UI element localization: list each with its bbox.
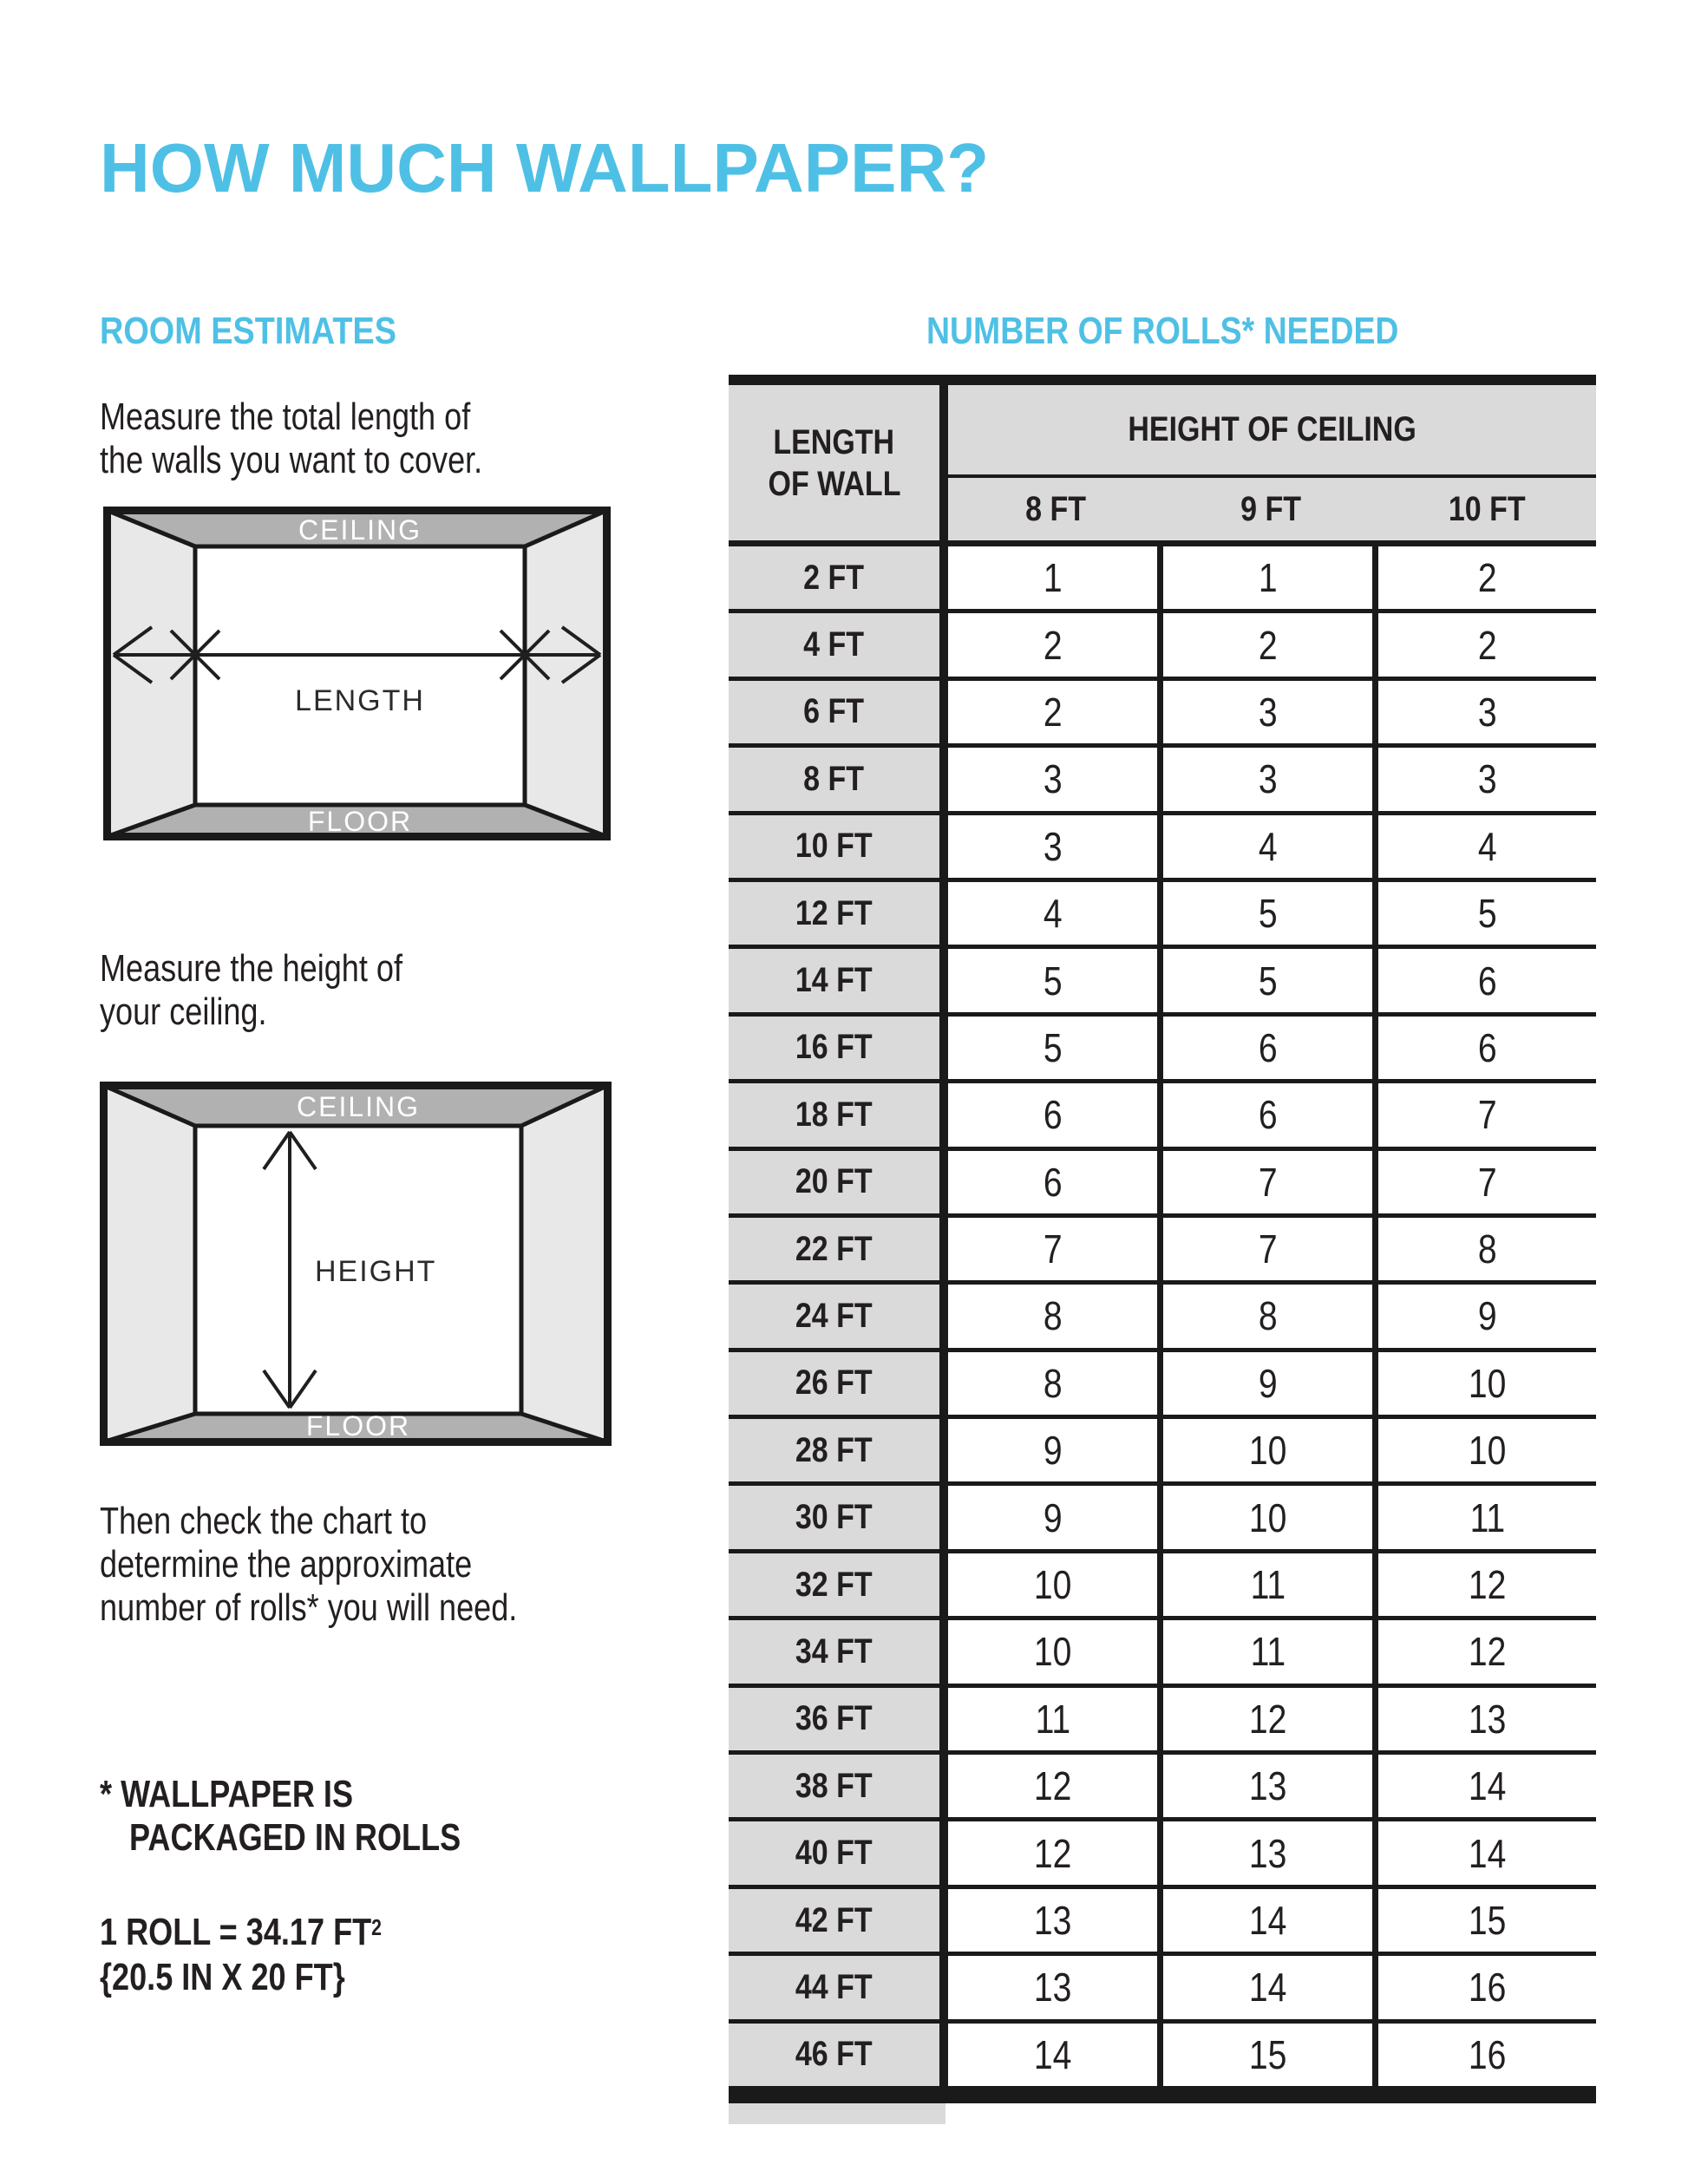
- roll-count-cell: [1163, 1755, 1378, 1817]
- row-label-text: 6 FT: [803, 692, 865, 731]
- roll-count-cell: [948, 1956, 1163, 2018]
- roll-count-value: 3: [1477, 756, 1497, 802]
- roll-count-cell: [1163, 1352, 1378, 1415]
- roll-count-value: 12: [1468, 1629, 1507, 1675]
- row-label-text: 38 FT: [795, 1766, 873, 1805]
- row-label-text: 10 FT: [795, 827, 873, 866]
- row-label: [729, 748, 948, 810]
- roll-count-cell: [1378, 2024, 1596, 2086]
- roll-count-cell: [1378, 1151, 1596, 1213]
- roll-count-value: 11: [1250, 1562, 1286, 1608]
- row-label-text: 14 FT: [795, 961, 873, 1000]
- roll-count-value: 3: [1258, 689, 1278, 735]
- roll-count-cell: [948, 1755, 1163, 1817]
- row-label-text: 24 FT: [795, 1296, 873, 1335]
- roll-count-value: 14: [1248, 1965, 1287, 2011]
- roll-count-cell: [1163, 1956, 1378, 2018]
- roll-count-cell: [1163, 1889, 1378, 1952]
- roll-count-value: 5: [1043, 1024, 1063, 1070]
- column-header-10ft: [1378, 478, 1596, 540]
- table-row: [729, 1821, 1596, 1888]
- roll-count-cell: [948, 681, 1163, 743]
- roll-count-cell: [948, 1821, 1163, 1884]
- row-label: [729, 882, 948, 945]
- row-label-text: 22 FT: [795, 1229, 873, 1268]
- roll-count-cell: [1378, 1956, 1596, 2018]
- right-wall: [525, 511, 607, 837]
- instruction-line: Then check the chart to: [100, 1500, 428, 1542]
- roll-count-value: 12: [1033, 1763, 1072, 1809]
- row-label-text: 30 FT: [795, 1498, 873, 1537]
- row-label-text: 34 FT: [795, 1631, 873, 1671]
- footnote-line: * WALLPAPER IS: [100, 1773, 354, 1815]
- back-wall: [195, 546, 525, 805]
- instruction-measure-length: [100, 396, 566, 482]
- roll-count-cell: [1378, 1352, 1596, 1415]
- section-heading-room-estimates: ROOM ESTIMATES: [100, 310, 396, 352]
- row-label: [729, 1285, 948, 1347]
- roll-count-value: 11: [1469, 1494, 1505, 1540]
- row-label: [729, 1889, 948, 1952]
- roll-count-cell: [1163, 1688, 1378, 1750]
- roll-count-cell: [1163, 815, 1378, 878]
- column-header-text: 8 FT: [1025, 489, 1086, 528]
- roll-count-value: 14: [1248, 1898, 1287, 1943]
- roll-count-cell: [1163, 2024, 1378, 2086]
- roll-count-cell: [948, 1083, 1163, 1146]
- roll-count-value: 14: [1468, 1763, 1507, 1809]
- row-label: [729, 1352, 948, 1415]
- table-footer-stub: [729, 2103, 945, 2124]
- row-label: [729, 1620, 948, 1683]
- header-line: OF WALL: [768, 464, 900, 503]
- roll-count-cell: [1378, 1017, 1596, 1079]
- length-of-wall-header: [729, 385, 948, 540]
- roll-count-value: 10: [1468, 1428, 1507, 1474]
- roll-count-value: 11: [1250, 1629, 1286, 1675]
- roll-count-cell: [948, 1218, 1163, 1280]
- roll-size-line: [100, 1910, 382, 1955]
- roll-count-value: 13: [1248, 1830, 1287, 1876]
- roll-count-value: 6: [1477, 958, 1497, 1004]
- roll-count-cell: [948, 613, 1163, 676]
- roll-count-value: 5: [1258, 958, 1278, 1004]
- row-label: [729, 546, 948, 609]
- table-row: [729, 748, 1596, 814]
- roll-count-cell: [1163, 1553, 1378, 1616]
- floor-label: FLOOR: [305, 1410, 411, 1442]
- row-label-text: 20 FT: [795, 1162, 873, 1201]
- ceiling-label: CEILING: [298, 514, 422, 546]
- row-label-text: 40 FT: [795, 1834, 873, 1873]
- roll-count-cell: [1378, 546, 1596, 609]
- table-row: [729, 1151, 1596, 1218]
- roll-count-cell: [948, 2024, 1163, 2086]
- roll-count-cell: [1163, 748, 1378, 810]
- height-label: HEIGHT: [315, 1255, 437, 1288]
- row-label-text: 18 FT: [795, 1095, 873, 1134]
- table-row: [729, 546, 1596, 613]
- roll-count-cell: [1378, 748, 1596, 810]
- instruction-check-chart: [100, 1500, 609, 1630]
- roll-count-cell: [948, 1285, 1163, 1347]
- table-row: [729, 613, 1596, 680]
- row-label: [729, 2024, 948, 2086]
- roll-count-cell: [948, 1017, 1163, 1079]
- row-label: [729, 613, 948, 676]
- roll-count-cell: [1163, 882, 1378, 945]
- roll-count-value: 6: [1043, 1159, 1063, 1205]
- row-label-text: 2 FT: [803, 558, 865, 597]
- roll-count-value: 10: [1033, 1562, 1072, 1608]
- roll-count-value: 4: [1258, 823, 1278, 869]
- roll-count-value: 12: [1248, 1696, 1287, 1742]
- table-row: [729, 1486, 1596, 1553]
- row-label-text: 36 FT: [795, 1699, 873, 1738]
- header-text: HEIGHT OF CEILING: [1128, 410, 1416, 448]
- roll-count-value: 12: [1033, 1830, 1072, 1876]
- row-label: [729, 1821, 948, 1884]
- roll-count-value: 2: [1477, 555, 1497, 601]
- row-label-text: 32 FT: [795, 1565, 873, 1604]
- roll-count-value: 8: [1477, 1226, 1497, 1272]
- table-row: [729, 1688, 1596, 1755]
- roll-count-value: 11: [1035, 1696, 1070, 1742]
- row-label-text: 16 FT: [795, 1028, 873, 1067]
- table-row: [729, 949, 1596, 1016]
- roll-count-cell: [1378, 815, 1596, 878]
- right-wall: [521, 1086, 608, 1442]
- row-label: [729, 1956, 948, 2018]
- row-label: [729, 1218, 948, 1280]
- instruction-line: the walls you want to cover.: [100, 439, 483, 481]
- roll-count-value: 2: [1043, 622, 1063, 668]
- table-row: [729, 1218, 1596, 1285]
- table-row: [729, 1419, 1596, 1486]
- row-label: [729, 1755, 948, 1817]
- roll-count-value: 7: [1258, 1226, 1278, 1272]
- roll-count-value: 6: [1477, 1024, 1497, 1070]
- roll-count-value: 6: [1043, 1092, 1063, 1138]
- roll-count-value: 9: [1477, 1293, 1497, 1339]
- roll-size-superscript: 2: [371, 1914, 383, 1940]
- roll-count-value: 2: [1258, 622, 1278, 668]
- roll-count-value: 10: [1248, 1494, 1287, 1540]
- column-header-8ft: [948, 478, 1163, 540]
- roll-count-value: 1: [1258, 555, 1278, 601]
- roll-count-value: 8: [1043, 1360, 1063, 1406]
- header-line: LENGTH: [773, 422, 895, 461]
- roll-count-value: 7: [1477, 1159, 1497, 1205]
- table-row: [729, 1553, 1596, 1620]
- row-label: [729, 1151, 948, 1213]
- row-label: [729, 1083, 948, 1146]
- roll-count-value: 15: [1248, 2031, 1287, 2077]
- footnote-line: PACKAGED IN ROLLS: [129, 1816, 461, 1859]
- roll-count-cell: [948, 1419, 1163, 1481]
- roll-count-value: 10: [1468, 1360, 1507, 1406]
- row-label: [729, 1419, 948, 1481]
- roll-count-value: 13: [1468, 1696, 1507, 1742]
- row-label: [729, 815, 948, 878]
- page-title: HOW MUCH WALLPAPER?: [100, 128, 990, 206]
- table-row: [729, 681, 1596, 748]
- roll-size-text: 1 ROLL = 34.17 FT: [100, 1911, 372, 1953]
- roll-size-info: [100, 1910, 443, 2000]
- roll-count-cell: [1163, 1017, 1378, 1079]
- roll-count-cell: [1378, 1285, 1596, 1347]
- roll-count-value: 2: [1477, 622, 1497, 668]
- roll-count-value: 3: [1043, 823, 1063, 869]
- table-top-border: [729, 375, 1596, 385]
- roll-count-value: 13: [1033, 1965, 1072, 2011]
- roll-count-value: 10: [1033, 1629, 1072, 1675]
- roll-count-value: 12: [1468, 1562, 1507, 1608]
- roll-count-cell: [1378, 949, 1596, 1011]
- roll-size-line: {20.5 IN X 20 FT}: [100, 1956, 345, 1998]
- roll-count-value: 4: [1477, 823, 1497, 869]
- table-bottom-border: [729, 2090, 1596, 2103]
- roll-count-value: 5: [1477, 891, 1497, 937]
- instruction-line: number of rolls* you will need.: [100, 1586, 518, 1629]
- roll-count-cell: [948, 1352, 1163, 1415]
- table-row: [729, 1017, 1596, 1083]
- roll-count-cell: [1378, 1083, 1596, 1146]
- roll-count-value: 6: [1258, 1024, 1278, 1070]
- roll-count-cell: [1163, 949, 1378, 1011]
- ceiling-label: CEILING: [296, 1091, 421, 1122]
- row-label-text: 26 FT: [795, 1363, 873, 1403]
- roll-count-cell: [1378, 681, 1596, 743]
- roll-count-cell: [948, 1486, 1163, 1548]
- roll-count-cell: [1378, 1688, 1596, 1750]
- roll-count-cell: [948, 546, 1163, 609]
- row-label-text: 28 FT: [795, 1430, 873, 1469]
- row-label-text: 42 FT: [795, 1900, 873, 1939]
- roll-count-value: 13: [1248, 1763, 1287, 1809]
- roll-count-cell: [1378, 882, 1596, 945]
- roll-count-cell: [1163, 1218, 1378, 1280]
- roll-count-cell: [1378, 1553, 1596, 1616]
- row-label: [729, 1017, 948, 1079]
- roll-count-value: 16: [1468, 1965, 1507, 2011]
- roll-count-cell: [1378, 613, 1596, 676]
- table-body: [729, 546, 1596, 2090]
- roll-count-cell: [1378, 1889, 1596, 1952]
- roll-count-value: 7: [1258, 1159, 1278, 1205]
- rolls-table: [729, 375, 1596, 2124]
- height-of-ceiling-header: [948, 385, 1596, 478]
- roll-count-cell: [948, 1553, 1163, 1616]
- left-wall: [108, 511, 196, 837]
- roll-count-cell: [1163, 1620, 1378, 1683]
- table-row: [729, 1956, 1596, 2023]
- roll-count-value: 15: [1468, 1898, 1507, 1943]
- roll-count-value: 1: [1043, 555, 1063, 601]
- roll-count-cell: [1378, 1755, 1596, 1817]
- instruction-line: Measure the height of: [100, 947, 402, 990]
- roll-count-value: 3: [1477, 689, 1497, 735]
- roll-count-cell: [948, 1151, 1163, 1213]
- roll-count-value: 3: [1258, 756, 1278, 802]
- roll-count-value: 2: [1043, 689, 1063, 735]
- roll-count-cell: [1163, 1486, 1378, 1548]
- instruction-measure-height: [100, 947, 469, 1034]
- roll-count-value: 8: [1258, 1293, 1278, 1339]
- roll-count-value: 14: [1033, 2031, 1072, 2077]
- roll-count-value: 3: [1043, 756, 1063, 802]
- roll-count-value: 8: [1043, 1293, 1063, 1339]
- roll-count-cell: [1378, 1419, 1596, 1481]
- roll-count-cell: [1163, 1419, 1378, 1481]
- roll-count-value: 9: [1258, 1360, 1278, 1406]
- rolls-needed-text: NUMBER OF ROLLS* NEEDED: [926, 310, 1399, 352]
- roll-count-cell: [1163, 546, 1378, 609]
- table-row: [729, 1285, 1596, 1351]
- roll-count-value: 9: [1043, 1428, 1063, 1474]
- table-row: [729, 1620, 1596, 1687]
- roll-count-cell: [1163, 1151, 1378, 1213]
- column-header-9ft: [1163, 478, 1378, 540]
- ceiling-height-columns: [948, 478, 1596, 540]
- table-row: [729, 882, 1596, 949]
- table-row: [729, 1755, 1596, 1821]
- room-length-diagram: [103, 507, 611, 840]
- length-label: LENGTH: [295, 684, 425, 717]
- roll-count-cell: [948, 949, 1163, 1011]
- floor-label: FLOOR: [307, 806, 413, 837]
- roll-count-value: 5: [1043, 958, 1063, 1004]
- roll-count-cell: [948, 882, 1163, 945]
- column-header-text: 10 FT: [1449, 489, 1526, 528]
- row-label-text: 12 FT: [795, 893, 873, 932]
- roll-count-value: 5: [1258, 891, 1278, 937]
- roll-count-value: 6: [1258, 1092, 1278, 1138]
- roll-count-cell: [948, 815, 1163, 878]
- roll-count-cell: [1163, 613, 1378, 676]
- roll-count-cell: [948, 1889, 1163, 1952]
- row-label: [729, 1553, 948, 1616]
- roll-count-cell: [1163, 1083, 1378, 1146]
- roll-count-value: 7: [1043, 1226, 1063, 1272]
- column-header-text: 9 FT: [1240, 489, 1301, 528]
- instruction-line: determine the approximate: [100, 1543, 473, 1586]
- roll-count-value: 9: [1043, 1494, 1063, 1540]
- roll-count-cell: [1163, 1285, 1378, 1347]
- row-label-text: 4 FT: [803, 625, 865, 664]
- row-label: [729, 681, 948, 743]
- rolls-footnote: [100, 1773, 533, 1860]
- roll-count-cell: [948, 748, 1163, 810]
- row-label: [729, 1486, 948, 1548]
- roll-count-cell: [948, 1688, 1163, 1750]
- roll-count-value: 13: [1033, 1898, 1072, 1943]
- table-row: [729, 2024, 1596, 2090]
- height-of-ceiling-section: [948, 385, 1596, 540]
- roll-count-cell: [1378, 1821, 1596, 1884]
- instruction-line: Measure the total length of: [100, 396, 471, 438]
- roll-count-value: 14: [1468, 1830, 1507, 1876]
- roll-count-cell: [1163, 681, 1378, 743]
- table-row: [729, 1889, 1596, 1956]
- row-label-text: 8 FT: [803, 759, 865, 798]
- row-label-text: 46 FT: [795, 2035, 873, 2074]
- instruction-line: your ceiling.: [100, 991, 267, 1033]
- roll-count-value: 7: [1477, 1092, 1497, 1138]
- row-label: [729, 949, 948, 1011]
- roll-count-value: 10: [1248, 1428, 1287, 1474]
- table-row: [729, 1352, 1596, 1419]
- roll-count-value: 4: [1043, 891, 1063, 937]
- roll-count-value: 16: [1468, 2031, 1507, 2077]
- section-heading-rolls-needed: [729, 312, 1596, 350]
- roll-count-cell: [1378, 1620, 1596, 1683]
- roll-count-cell: [1378, 1218, 1596, 1280]
- row-label: [729, 1688, 948, 1750]
- table-row: [729, 1083, 1596, 1150]
- roll-count-cell: [1378, 1486, 1596, 1548]
- table-row: [729, 815, 1596, 882]
- table-header: [729, 385, 1596, 546]
- ceiling-height-diagram: [100, 1082, 612, 1446]
- row-label-text: 44 FT: [795, 1967, 873, 2006]
- roll-count-cell: [1163, 1821, 1378, 1884]
- left-wall: [104, 1086, 196, 1442]
- roll-count-cell: [948, 1620, 1163, 1683]
